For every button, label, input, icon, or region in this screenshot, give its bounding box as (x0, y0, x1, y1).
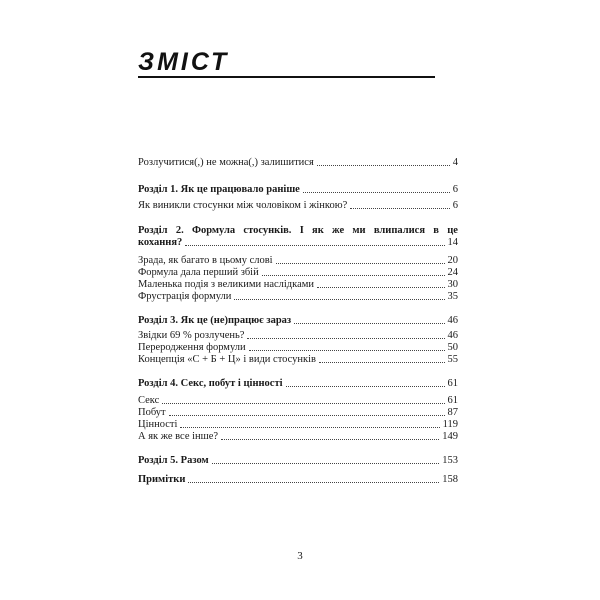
toc-entry[interactable] (138, 200, 458, 212)
dot-leader (262, 275, 445, 276)
toc-entry-title: Фрустрація формули (138, 291, 232, 302)
title-word: це (447, 225, 458, 236)
toc-entry-title: кохання? (138, 237, 183, 248)
dot-leader (234, 299, 444, 300)
toc-entry[interactable] (138, 419, 458, 431)
title-word: стосунків. (243, 225, 292, 236)
toc-entry[interactable] (138, 395, 458, 407)
dot-leader (188, 482, 439, 483)
toc-entry[interactable] (138, 431, 458, 443)
dot-leader (303, 192, 450, 193)
title-word: в (433, 225, 439, 236)
title-word: Розділ (138, 225, 168, 236)
toc-chapter[interactable] (138, 184, 458, 196)
table-of-contents (138, 0, 458, 600)
toc-entry-page: 30 (447, 279, 458, 290)
page-title: ЗМІСТ (138, 48, 230, 76)
toc-entry[interactable] (138, 342, 458, 354)
toc-entry-title-line1 (138, 225, 458, 237)
toc-entry-title: Розділ 4. Секс, побут і цінності (138, 378, 283, 389)
toc-entry-title: Маленька подія з великими наслідками (138, 279, 315, 290)
dot-leader (317, 165, 450, 166)
toc-entry-page: 14 (447, 237, 458, 248)
dot-leader (286, 386, 445, 387)
toc-entry-title: Цінності (138, 419, 178, 430)
toc-entry-title: Переродження формули (138, 342, 246, 353)
toc-entry-page: 153 (442, 455, 458, 466)
toc-entry-title: Концепція «С + Б + Ц» і види стосунків (138, 354, 317, 365)
toc-entry-page: 158 (442, 474, 458, 485)
dot-leader (294, 323, 444, 324)
toc-entry-page: 50 (447, 342, 458, 353)
title-word: же (332, 225, 345, 236)
toc-entry[interactable] (138, 354, 458, 366)
dot-leader (249, 350, 445, 351)
toc-entry-title: Побут (138, 407, 166, 418)
dot-leader (221, 439, 439, 440)
toc-entry-page: 4 (452, 157, 458, 168)
dot-leader (247, 338, 444, 339)
toc-entry[interactable] (138, 291, 458, 303)
toc-chapter[interactable] (138, 225, 458, 249)
toc-entry-page: 55 (447, 354, 458, 365)
dot-leader (350, 208, 450, 209)
dot-leader (317, 287, 444, 288)
toc-entry-page: 35 (447, 291, 458, 302)
dot-leader (185, 245, 444, 246)
toc-entry[interactable] (138, 279, 458, 291)
toc-entry-page: 6 (452, 200, 458, 211)
toc-entry-title: Розділ 1. Як це працювало раніше (138, 184, 300, 195)
dot-leader (169, 415, 445, 416)
toc-entry-page: 61 (447, 378, 458, 389)
toc-entry-page: 87 (447, 407, 458, 418)
toc-entry-title: Розділ 3. Як це (не)працює зараз (138, 315, 292, 326)
toc-entry-title: Зрада, як багато в цьому слові (138, 255, 273, 266)
toc-entry-title: Звідки 69 % розлучень? (138, 330, 245, 341)
toc-chapter[interactable] (138, 378, 458, 390)
toc-entry-page: 61 (447, 395, 458, 406)
dot-leader (276, 263, 445, 264)
toc-entry-title: Розлучитися(,) не можна(,) залишитися (138, 157, 314, 168)
title-word: як (312, 225, 324, 236)
toc-chapter[interactable] (138, 474, 458, 486)
dot-leader (212, 463, 440, 464)
title-word: І (299, 225, 304, 236)
toc-entry-page: 46 (447, 330, 458, 341)
toc-entry-title: Формула дала перший збій (138, 267, 259, 278)
toc-entry[interactable] (138, 157, 458, 169)
toc-entry-page: 119 (442, 419, 458, 430)
toc-entry-page: 20 (447, 255, 458, 266)
toc-entry-title: Розділ 5. Разом (138, 455, 209, 466)
toc-entry-title: Секс (138, 395, 160, 406)
dot-leader (319, 362, 444, 363)
page-number: 3 (297, 550, 303, 562)
toc-entry-page: 24 (447, 267, 458, 278)
toc-entry[interactable] (138, 330, 458, 342)
title-word: ми (352, 225, 366, 236)
title-word: Формула (191, 225, 236, 236)
toc-chapter[interactable] (138, 455, 458, 467)
toc-entry[interactable] (138, 267, 458, 279)
toc-entry-page: 149 (442, 431, 458, 442)
toc-entry[interactable] (138, 407, 458, 419)
toc-entry[interactable] (138, 255, 458, 267)
toc-entry-page: 46 (447, 315, 458, 326)
toc-chapter[interactable] (138, 315, 458, 327)
toc-entry-title: Примітки (138, 474, 186, 485)
dot-leader (180, 427, 439, 428)
title-word: 2. (175, 225, 184, 236)
toc-entry-page: 6 (452, 184, 458, 195)
toc-entry-title: Як виникли стосунки між чоловіком і жінкою? (138, 200, 348, 211)
dot-leader (162, 403, 444, 404)
title-word: влипалися (373, 225, 426, 236)
toc-entry-title: А як же все інше? (138, 431, 219, 442)
